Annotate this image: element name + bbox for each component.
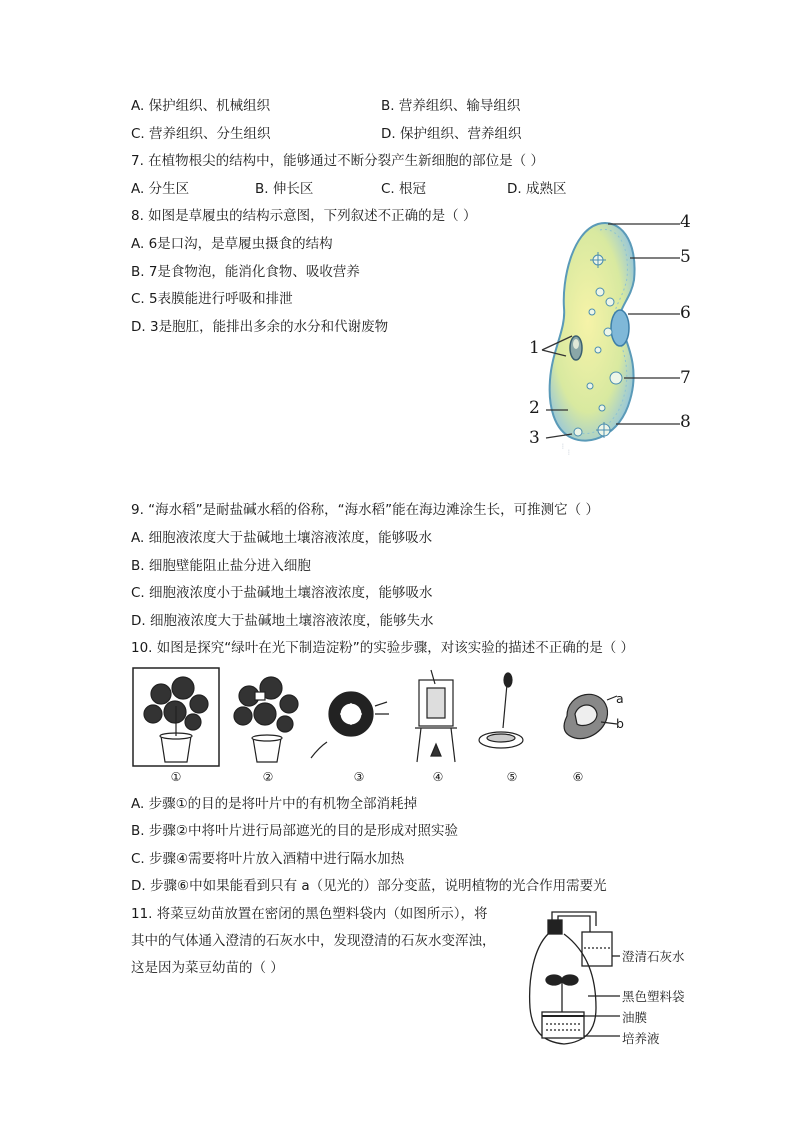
q10-option-b: B. 步骤②中将叶片进行局部遮光的目的是形成对照实验 <box>131 823 458 839</box>
step1-plant <box>144 677 208 762</box>
q8-option-d: D. 3是胞肛，能排出多余的水分和代谢废物 <box>131 319 389 335</box>
q10-option-d: D. 步骤⑥中如果能看到只有 a（见光的）部分变蓝，说明植物的光合作用需要光 <box>131 878 607 894</box>
q7-option-d: D. 成熟区 <box>507 181 567 197</box>
step-label-5: ⑤ <box>506 770 518 784</box>
q8-stem: 8. 如图是草履虫的结构示意图，下列叙述不正确的是（ ） <box>131 208 477 224</box>
leaf-label-b: b <box>616 716 624 731</box>
bean-seedling-figure <box>524 908 624 1050</box>
paramecium-label-7: 7 <box>680 368 691 388</box>
q8-option-b: B. 7是食物泡，能消化食物、吸收营养 <box>131 264 360 280</box>
q6-option-b: B. 营养组织、输导组织 <box>381 98 521 114</box>
leaf-label-a: a <box>616 691 624 706</box>
q6-option-d: D. 保护组织、营养组织 <box>381 126 522 142</box>
q10-option-c: C. 步骤④需要将叶片放入酒精中进行隔水加热 <box>131 851 405 867</box>
paramecium-figure <box>520 210 700 460</box>
label-black-bag: 黑色塑料袋 <box>622 989 685 1004</box>
label-limewater: 澄清石灰水 <box>622 949 685 964</box>
q7-stem: 7. 在植物根尖的结构中，能够通过不断分裂产生新细胞的部位是（ ） <box>131 153 544 169</box>
q9-option-a: A. 细胞液浓度大于盐碱地土壤溶液浓度，能够吸水 <box>131 530 433 546</box>
paramecium-label-2: 2 <box>529 398 540 418</box>
q10-stem: 10. 如图是探究“绿叶在光下制造淀粉”的实验步骤，对该实验的描述不正确的是（ ） <box>131 640 635 656</box>
q7-option-b: B. 伸长区 <box>255 181 314 197</box>
label-oil-film: 油膜 <box>622 1010 648 1025</box>
paramecium-label-3: 3 <box>529 428 540 448</box>
q9-option-d: D. 细胞液浓度大于盐碱地土壤溶液浓度，能够失水 <box>131 613 434 629</box>
step5-iodine-dropper <box>479 673 523 748</box>
step-label-4: ④ <box>432 770 444 784</box>
q10-option-a: A. 步骤①的目的是将叶片中的有机物全部消耗掉 <box>131 796 418 812</box>
paramecium-label-6: 6 <box>680 303 691 323</box>
step-label-2: ② <box>262 770 274 784</box>
starch-experiment-figure <box>131 666 631 770</box>
step2-plant <box>234 677 298 762</box>
paramecium-label-1: 1 <box>529 338 540 358</box>
q11-stem-line1: 11. 将菜豆幼苗放置在密闭的黑色塑料袋内（如图所示），将 <box>131 906 488 922</box>
q6-option-c: C. 营养组织、分生组织 <box>131 126 271 142</box>
q8-option-c: C. 5表膜能进行呼吸和排泄 <box>131 291 293 307</box>
step-label-6: ⑥ <box>572 770 584 784</box>
step6-leaf-result <box>564 694 617 738</box>
paramecium-label-5: 5 <box>680 247 691 267</box>
paramecium-label-8: 8 <box>680 412 691 432</box>
paramecium-label-4: 4 <box>680 212 691 232</box>
q7-option-c: C. 根冠 <box>381 181 427 197</box>
q9-option-b: B. 细胞壁能阻止盐分进入细胞 <box>131 558 311 574</box>
q9-stem: 9. “海水稻”是耐盐碱水稻的俗称，“海水稻”能在海边滩涂生长，可推测它（ ） <box>131 502 599 518</box>
q9-option-c: C. 细胞液浓度小于盐碱地土壤溶液浓度，能够吸水 <box>131 585 433 601</box>
q8-option-a: A. 6是口沟，是草履虫摄食的结构 <box>131 236 333 252</box>
step3-leaf <box>311 692 389 758</box>
q11-stem-line2: 其中的气体通入澄清的石灰水中，发现澄清的石灰水变浑浊， <box>131 933 496 949</box>
step-label-1: ① <box>170 770 182 784</box>
step4-water-bath <box>415 670 457 762</box>
svg-text:⋮: ⋮ <box>560 443 566 450</box>
svg-text:⋮: ⋮ <box>566 449 572 456</box>
q11-stem-line3: 这是因为菜豆幼苗的（ ） <box>131 960 284 976</box>
label-culture-solution: 培养液 <box>622 1031 660 1046</box>
q6-option-a: A. 保护组织、机械组织 <box>131 98 271 114</box>
step-label-3: ③ <box>353 770 365 784</box>
q7-option-a: A. 分生区 <box>131 181 190 197</box>
